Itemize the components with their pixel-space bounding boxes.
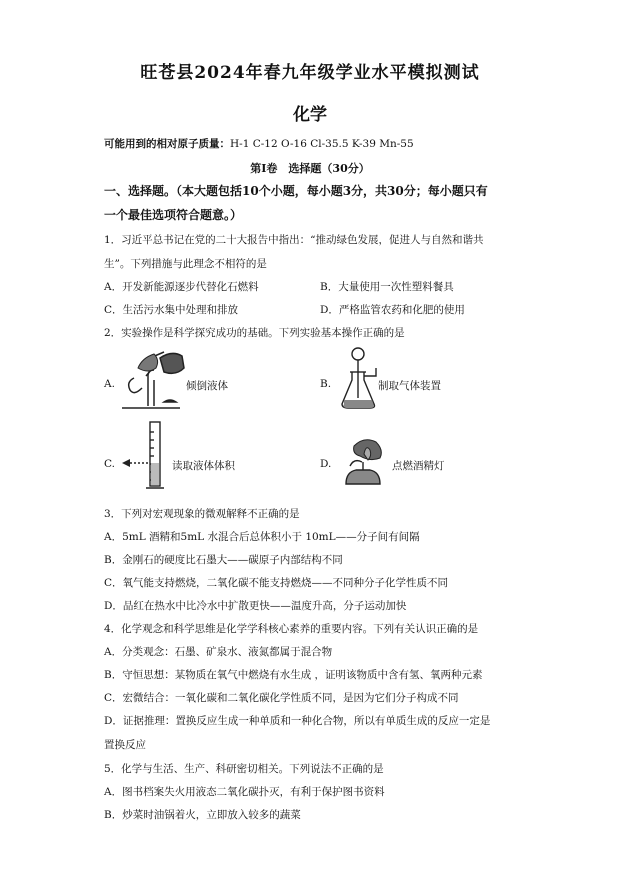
q4-option-d-line1: D．证据推理：置换反应生成一种单质和一种化合物，所以有单质生成的反应一定是 xyxy=(104,715,491,727)
q1-option-a: A．开发新能源逐步代替化石燃料 xyxy=(104,281,259,293)
q4-option-c: C．宏微结合：一氧化碳和二氧化碳化学性质不同，是因为它们分子构成不同 xyxy=(104,692,459,704)
subject-heading: 化学 xyxy=(293,105,327,125)
atomic-masses xyxy=(104,136,414,151)
section-heading: 第Ⅰ卷 选择题（30分） xyxy=(250,162,370,175)
q2-c-letter: C. xyxy=(104,458,115,470)
q1-option-b: B．大量使用一次性塑料餐具 xyxy=(320,281,454,293)
exam-title: 旺苍县2024年春九年级学业水平模拟测试 xyxy=(140,63,480,83)
q5-stem: 5．化学与生活、生产、科研密切相关。下列说法不正确的是 xyxy=(104,763,384,775)
part-one-line1: 一、选择题。（本大题包括10个小题，每小题3分，共30分；每小题只有 xyxy=(104,184,488,198)
q3-option-a: A．5mL 酒精和5mL 水混合后总体积小于 10mL——分子间有间隔 xyxy=(104,531,420,543)
q4-option-d-line2: 置换反应 xyxy=(104,739,146,751)
q4-option-a: A．分类观念：石墨、矿泉水、液氮都属于混合物 xyxy=(104,646,333,658)
atomic-masses-values: H-1 C-12 O-16 Cl-35.5 K-39 Mn-55 xyxy=(230,138,414,150)
q2-a-label: 倾倒液体 xyxy=(186,380,228,392)
q5-option-a: A．图书档案失火用液态二氧化碳扑灭，有利于保护图书资料 xyxy=(104,786,385,798)
q2-b-letter: B. xyxy=(320,378,332,390)
q3-stem: 3．下列对宏观现象的微观解释不正确的是 xyxy=(104,508,300,520)
q3-option-c: C．氧气能支持燃烧，二氧化碳不能支持燃烧——不同种分子化学性质不同 xyxy=(104,577,449,589)
alcohol-lamp-figure xyxy=(340,436,390,492)
q2-a-letter: A. xyxy=(104,378,115,390)
q1-option-c: C．生活污水集中处理和排放 xyxy=(104,304,239,316)
q2-d-label: 点燃酒精灯 xyxy=(392,460,445,472)
q1-option-d: D．严格监管农药和化肥的使用 xyxy=(320,304,465,316)
q2-stem: 2．实验操作是科学探究成功的基础。下列实验基本操作正确的是 xyxy=(104,327,405,339)
q2-c-label: 读取液体体积 xyxy=(172,460,235,472)
q1-stem-line1: 1．习近平总书记在党的二十大报告中指出：“推动绿色发展，促进人与自然和谐共 xyxy=(104,234,484,246)
q3-option-b: B．金刚石的硬度比石墨大——碳原子内部结构不同 xyxy=(104,554,343,566)
q3-option-d: D．品红在热水中比冷水中扩散更快——温度升高，分子运动加快 xyxy=(104,600,407,612)
q2-d-letter: D. xyxy=(320,458,332,470)
cylinder-reading-figure xyxy=(120,418,172,494)
atomic-masses-label: 可能用到的相对原子质量： xyxy=(104,138,230,150)
part-one-line2: 一个最佳选项符合题意。） xyxy=(104,208,243,222)
q2-b-label: 制取气体装置 xyxy=(378,380,441,392)
q1-stem-line2: 生”。下列措施与此理念不相符的是 xyxy=(104,258,267,270)
q4-option-b: B．守恒思想：某物质在氧气中燃烧有水生成 ，证明该物质中含有氢、氧两种元素 xyxy=(104,669,483,681)
q4-stem: 4．化学观念和科学思维是化学学科核心素养的重要内容。下列有关认识正确的是 xyxy=(104,623,479,635)
q5-option-b: B．炒菜时油锅着火，立即放入较多的蔬菜 xyxy=(104,809,301,821)
pouring-liquid-figure xyxy=(120,346,190,410)
